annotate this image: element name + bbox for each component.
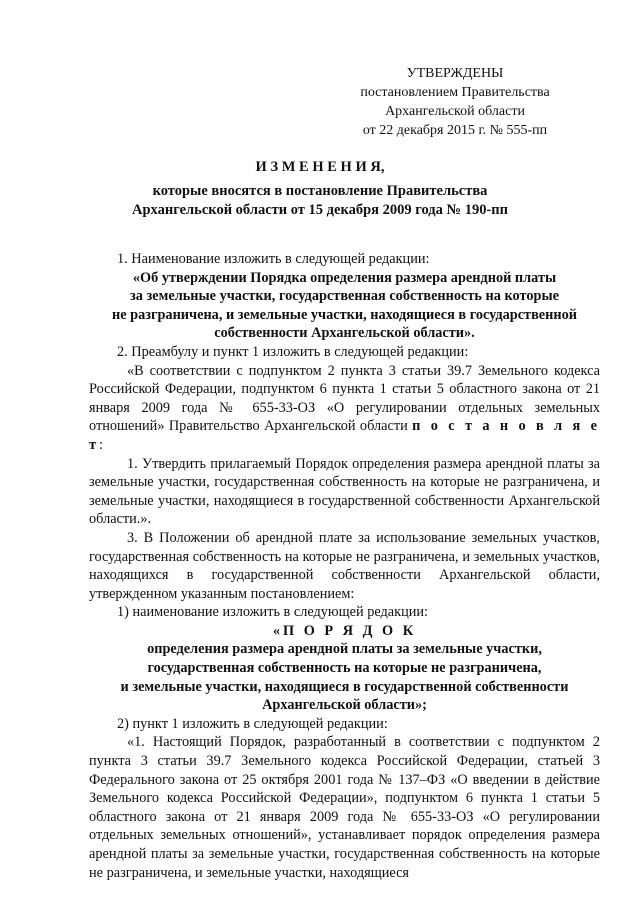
approval-stamp (340, 64, 570, 140)
quote-text: «В соответствии с подпунктом 2 пункта 3 статьи 39.7 Земельного кодекса Российской Федерации, подпунктом 6 пункта 1 статьи 5 областного закона от 21 января 2009 года № 655-33-ОЗ «О регулировании отдельных земельных отношений» Правительство Архангельской области (89, 362, 600, 435)
title-line: Архангельской области от 15 декабря 2009 года № 190-пп (132, 202, 508, 218)
bold-line: за земельные участки, государственная собственность на которые (130, 288, 559, 305)
paragraph-3-2: 2) пункт 1 изложить в следующей редакции: (117, 715, 388, 732)
paragraph-1: 1. Наименование изложить в следующей редакции: (117, 251, 430, 267)
bold-line: Архангельской области»; (262, 697, 427, 714)
bold-line: собственности Архангельской области». (214, 325, 475, 342)
poryadok-title: «П О Р Я Д О К (272, 622, 417, 639)
poryadok-heading (89, 622, 600, 715)
colon: : (99, 436, 104, 453)
paragraph-3-2-quote: «1. Настоящий Порядок, разработанный в соответствии с подпунктом 2 пункта 3 статьи 39.7 Земельного кодекса Российской Федерации, статьей 3 Федерального закона от 25 октября 2001 года № 137–ФЗ «О введении в действие Земельного кодекса Российской Федерации», подпунктом 6 пункта 1 статьи 5 областного закона от 21 января 2009 года № 655-33-ОЗ «О регулировании отдельных земельных отношений», устанавливает порядок определения размера арендной платы за земельные участки, государственная собственность на которые не разграничена, и земельные участки, находящиеся (89, 734, 600, 881)
document-body (89, 250, 600, 882)
approval-line: Архангельской области (385, 104, 525, 119)
paragraph-2-item: 1. Утвердить прилагаемый Порядок определения размера арендной платы за земельные участки, государственная собственность на которые не разграничена, и земельные участки, находящиеся в государственной собственности Архангельской области.». (89, 455, 600, 528)
approval-date: от 22 декабря 2015 г. № 555-пп (362, 123, 548, 138)
decree-verb: п о с т а н о в л я е т (89, 418, 601, 453)
paragraph-3-1: 1) наименование изложить в следующей редакции: (117, 604, 428, 621)
bold-line: и земельные участки, находящиеся в государственной собственности (120, 678, 569, 695)
paragraph-2-quote (89, 362, 600, 455)
bold-line: государственная собственность на которые не разграничена, (147, 660, 542, 677)
document-title (60, 158, 580, 220)
approval-title: УТВЕРЖДЕНЫ (406, 66, 504, 81)
title-heading: И З М Е Н Е Н И Я, (255, 159, 385, 175)
paragraph-2: 2. Преамбулу и пункт 1 изложить в следующей редакции: (117, 343, 469, 360)
bold-line: «Об утверждении Порядка определения размера арендной платы (132, 269, 557, 286)
approval-line: постановлением Правительства (360, 85, 550, 100)
bold-line: не разграничена, и земельные участки, находящиеся в государственной (111, 306, 578, 323)
bold-line: определения размера арендной платы за земельные участки, (147, 641, 542, 658)
paragraph-3: 3. В Положении об арендной плате за использование земельных участков, государственная собственность на которые не разграничена, и земельных участков, находящихся в государственной собственности Архангельской области, утвержденном указанным постановлением: (89, 529, 600, 602)
title-line: которые вносятся в постановление Правительства (152, 183, 488, 199)
paragraph-1-bold (89, 269, 600, 343)
